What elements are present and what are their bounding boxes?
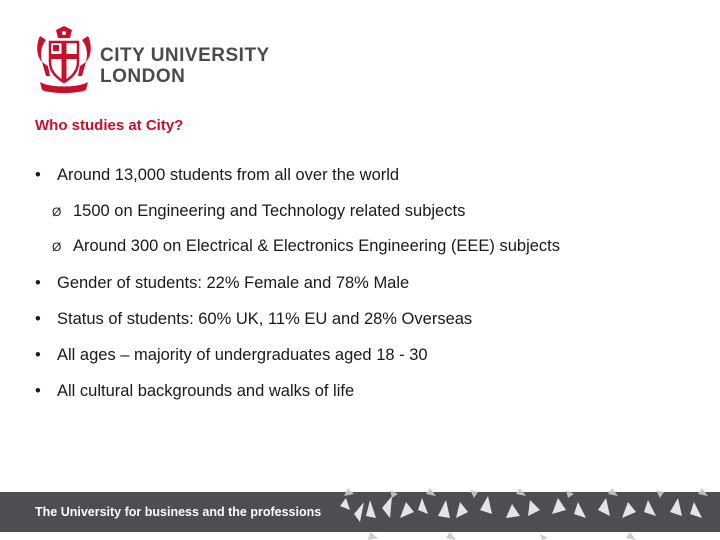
bullet-text: Gender of students: 22% Female and 78% Male <box>57 274 410 292</box>
university-logo <box>34 26 274 94</box>
bullet-marker: • <box>35 166 41 184</box>
arrow-bullet-icon: Ø <box>52 240 62 254</box>
logo-wordmark <box>100 46 270 86</box>
footer-decoration <box>330 488 720 540</box>
bullet-marker: • <box>35 346 41 364</box>
bullet-text: All cultural backgrounds and walks of life <box>57 382 355 400</box>
bullet-marker: • <box>35 274 41 292</box>
bullet-marker: • <box>35 382 41 400</box>
bullet-text: Around 300 on Electrical & Electronics Engineering (EEE) subjects <box>73 237 560 255</box>
bullet-text: Around 13,000 students from all over the world <box>57 166 400 184</box>
slide-heading: Who studies at City? <box>35 117 184 134</box>
bullet-text: All ages – majority of undergraduates aged 18 - 30 <box>57 346 428 364</box>
arrow-bullet-icon: Ø <box>52 205 62 219</box>
logo-line-1: CITY UNIVERSITY <box>100 45 270 66</box>
bullet-text: Status of students: 60% UK, 11% EU and 28% Overseas <box>57 310 473 328</box>
logo-line-2: LONDON <box>100 66 186 87</box>
footer-banner <box>0 488 720 540</box>
bullet-marker: • <box>35 310 41 328</box>
footer-tagline: The University for business and the professions <box>35 505 322 519</box>
coat-of-arms-icon <box>34 26 94 94</box>
bullet-text: 1500 on Engineering and Technology related subjects <box>73 202 466 220</box>
